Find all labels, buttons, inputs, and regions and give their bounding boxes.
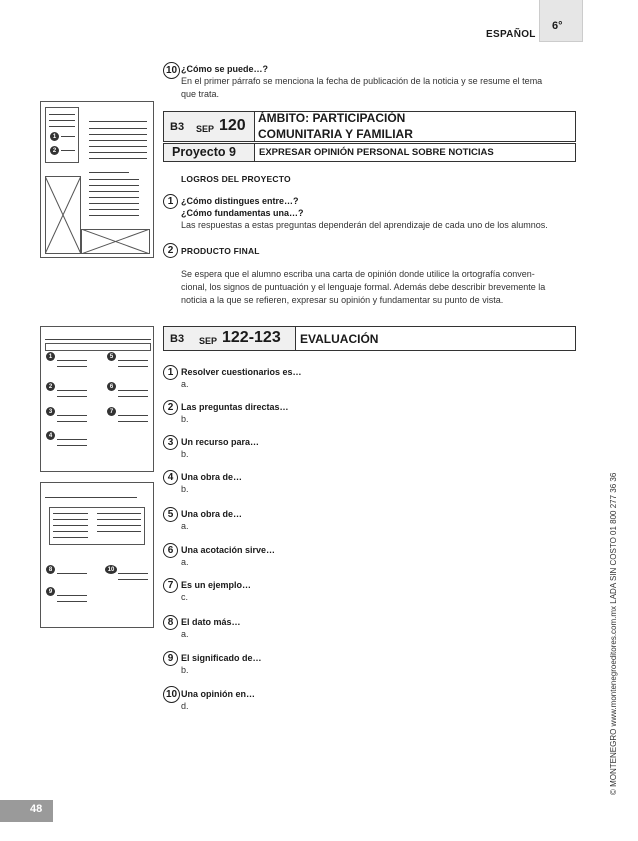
eval-q10-answer: d. [181,701,189,711]
logros-item1-number: 1 [163,194,178,209]
intro-question-title: ¿Cómo se puede…? [181,64,269,74]
logros-title: LOGROS DEL PROYECTO [181,174,291,184]
eval-q4-text: Una obra de… [181,472,243,482]
logros-item1-line2: ¿Cómo fundamentas una…? [181,208,304,218]
project-block-label: B3 [170,121,185,133]
page-number: 48 [30,803,43,815]
eval-q6-text: Una acotación sirve… [181,545,276,555]
thumb-eval1-marker-3: 3 [46,407,55,416]
thumb-eval2-marker-9: 9 [46,587,55,596]
thumb-project-marker-1: 1 [50,132,59,141]
producto-final-title: PRODUCTO FINAL [181,246,260,256]
eval-q2-text: Las preguntas directas… [181,402,289,412]
project-title: Proyecto 9 [172,145,236,159]
thumb-eval2-marker-10: 10 [105,565,117,574]
eval-q8-text: El dato más… [181,617,241,627]
eval-q5-answer: a. [181,521,189,531]
producto-final-body-line3: noticia a la que se refieren, expresar su opinión y fundamentar su punto de vista. [181,295,504,305]
eval-q5-text: Una obra de… [181,509,243,519]
project-subtitle: EXPRESAR OPINIÓN PERSONAL SOBRE NOTICIAS [259,147,494,158]
logros-item1-line1: ¿Cómo distingues entre…? [181,196,299,206]
thumb-image-placeholder-wide [81,229,150,254]
eval-q4-number: 4 [163,470,178,485]
project-page-thumbnail [40,101,154,258]
eval-q3-number: 3 [163,435,178,450]
ambito-line2: COMUNITARIA Y FAMILIAR [258,127,413,141]
intro-question-number: 10 [163,62,180,79]
subject-header: ESPAÑOL [486,29,536,40]
project-sep-label: SEP [196,124,215,134]
eval-q7-number: 7 [163,578,178,593]
eval-title: EVALUACIÓN [300,332,379,346]
ambito-line1: ÁMBITO: PARTICIPACIÓN [258,111,406,125]
eval-q10-number: 10 [163,686,180,703]
eval-q7-text: Es un ejemplo… [181,580,252,590]
page-number-box [0,800,53,822]
eval-page2-thumbnail [40,482,154,628]
thumb-eval2-marker-8: 8 [46,565,55,574]
eval-q3-text: Un recurso para… [181,437,260,447]
eval-q8-answer: a. [181,629,189,639]
thumb-eval1-marker-6: 6 [107,382,116,391]
eval-q8-number: 8 [163,615,178,630]
grade-label: 6° [552,20,563,32]
eval-q6-answer: a. [181,557,189,567]
publisher-credit: © MONTENEGRO www.montenegroeditores.com.mx LADA SIN COSTO 01 800 277 36 36 [609,472,618,795]
eval-q5-number: 5 [163,507,178,522]
eval-q9-text: El significado de… [181,653,262,663]
thumb-image-placeholder-tall [45,176,81,254]
logros-item1-body: Las respuestas a estas preguntas dependerán del aprendizaje de cada uno de los alumnos. [181,220,548,230]
eval-page-numbers: 122-123 [222,329,281,346]
eval-block-label: B3 [170,333,185,345]
producto-final-body-line2: cional, los signos de puntuación y el lenguaje formal. Además debe describir brevemente la [181,282,546,292]
thumb-eval1-marker-4: 4 [46,431,55,440]
eval-q7-answer: c. [181,592,189,602]
logros-item2-number: 2 [163,243,178,258]
intro-question-body-line2: que trata. [181,89,220,99]
thumb-eval1-marker-7: 7 [107,407,116,416]
thumb-eval1-marker-1: 1 [46,352,55,361]
eval-page1-thumbnail [40,326,154,472]
eval-q1-text: Resolver cuestionarios es… [181,367,302,377]
eval-sep-label: SEP [199,336,218,346]
intro-question-body-line1: En el primer párrafo se menciona la fecha de publicación de la noticia y se resume el tema [181,76,543,86]
eval-q2-number: 2 [163,400,178,415]
thumb-project-marker-2: 2 [50,146,59,155]
eval-q10-text: Una opinión en… [181,689,255,699]
producto-final-body-line1: Se espera que el alumno escriba una carta de opinión donde utilice la ortografía conven- [181,269,535,279]
thumb-eval1-marker-2: 2 [46,382,55,391]
eval-q3-answer: b. [181,449,189,459]
project-page-number: 120 [219,117,246,134]
eval-q9-number: 9 [163,651,178,666]
eval-q6-number: 6 [163,543,178,558]
eval-q1-number: 1 [163,365,178,380]
eval-q4-answer: b. [181,484,189,494]
eval-q9-answer: b. [181,665,189,675]
thumb-eval1-marker-5: 5 [107,352,116,361]
eval-q2-answer: b. [181,414,189,424]
eval-q1-answer: a. [181,379,189,389]
